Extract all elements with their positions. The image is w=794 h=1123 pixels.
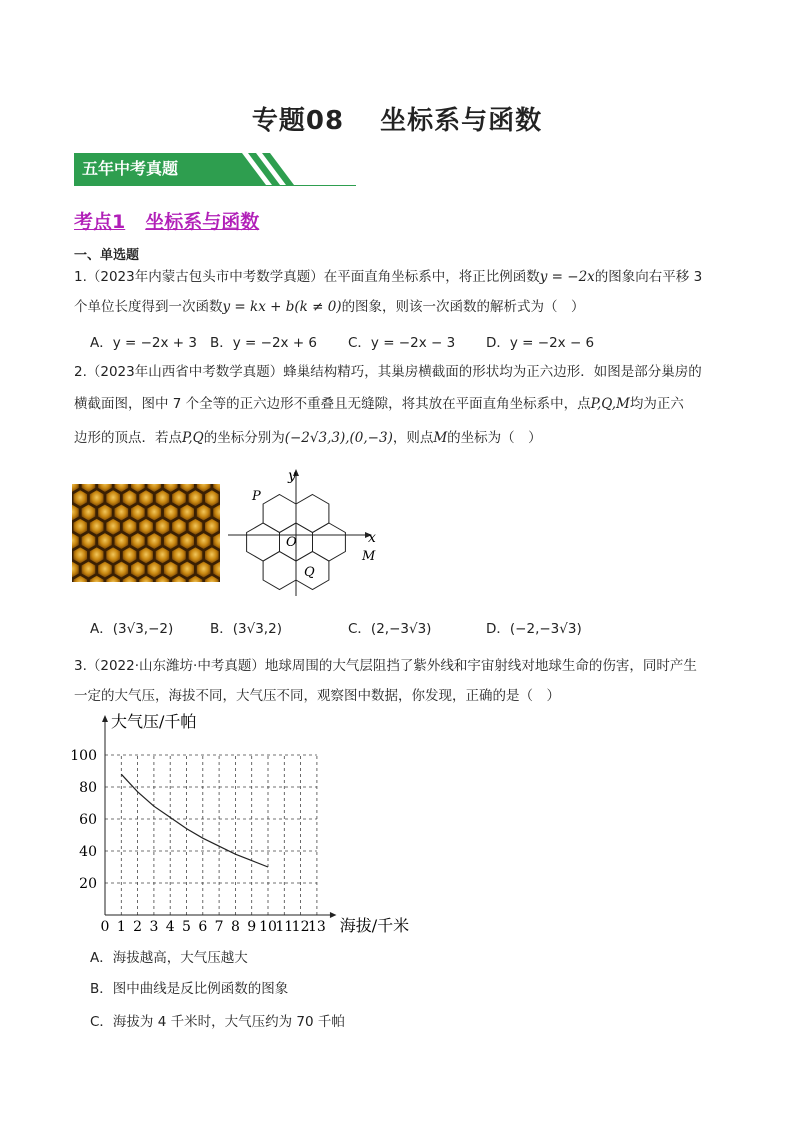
x-tick-label: 11 [275, 919, 294, 935]
q3-option-b[interactable]: B．图中曲线是反比例函数的图象 [90, 981, 289, 997]
x-tick-label: 7 [214, 919, 224, 935]
x-axis-title: 海拔/千米 [339, 916, 410, 935]
q1-math: y = −2x [539, 269, 595, 285]
x-tick-label: 4 [165, 919, 175, 935]
q1-text: 的图象，则该一次函数的解析式为（ ） [341, 299, 585, 315]
q3-line1: 3.（2022·山东潍坊·中考真题）地球周围的大气层阻挡了紫外线和宇宙射线对地球生命的伤害，同时产生 [74, 658, 697, 674]
honeycomb-photo [72, 484, 220, 582]
q1-option-c[interactable]: C．y = −2x − 3 [348, 335, 456, 351]
y-axis-arrow-icon [102, 715, 108, 722]
pressure-curve [121, 774, 268, 867]
q2-line1: 2.（2023年山西省中考数学真题）蜂巢结构精巧，其巢房横截面的形状均为正六边形．如图是部分巢房的 [74, 364, 702, 380]
x-tick-label: 2 [133, 919, 143, 935]
q2-option-a[interactable]: A．(3√3,−2) [90, 621, 174, 637]
y-tick-label: 80 [79, 780, 97, 796]
y-tick-label: 20 [79, 876, 97, 892]
topic-title: 坐标系与函数 [145, 211, 260, 233]
y-axis-title: 大气压/千帕 [111, 712, 197, 731]
x-tick-label: 12 [291, 919, 310, 935]
hexagon-cell [296, 495, 329, 533]
q1-option-b[interactable]: B．y = −2x + 6 [210, 335, 318, 351]
q2-line3 [74, 428, 542, 448]
q1-text: 的图象向右平移 3 [594, 269, 703, 285]
point-p-label: P [252, 489, 261, 504]
q2-text: 的坐标为（ ） [447, 430, 542, 446]
origin-label: O [286, 535, 297, 550]
x-label: x [368, 530, 376, 546]
x-tick-label: 10 [259, 919, 277, 935]
banner-underline [74, 185, 356, 186]
q1-math: y = kx + b(k ≠ 0) [222, 299, 342, 315]
q1-text: 1.（2023年内蒙古包头市中考数学真题）在平面直角坐标系中，将正比例函数 [74, 269, 540, 285]
y-tick-label: 40 [79, 844, 97, 860]
title-prefix: 专题08 [251, 106, 345, 136]
point-m-label: M [362, 549, 376, 564]
title-main: 坐标系与函数 [380, 106, 543, 136]
q2-line2 [74, 394, 684, 414]
q2-text: 的坐标分别为 [203, 430, 285, 446]
q3-line2: 一定的大气压，海拔不同，大气压不同，观察图中数据，你发现，正确的是（ ） [74, 688, 560, 704]
q2-text: 均为正六 [629, 396, 684, 412]
pressure-chart [60, 705, 420, 937]
q2-math: P,Q [182, 430, 204, 446]
q2-text: 横截面图，图中 7 个全等的正六边形不重叠且无缝隙，将其放在平面直角坐标系中，点 [74, 396, 591, 412]
hexagon-cell [263, 552, 296, 590]
q1-line1 [74, 267, 702, 287]
q3-option-c[interactable]: C．海拔为 4 千米时，大气压约为 70 千帕 [90, 1014, 345, 1030]
q3-option-a[interactable]: A．海拔越高，大气压越大 [90, 950, 248, 966]
q2-option-c[interactable]: C．(2,−3√3) [348, 621, 432, 637]
q2-option-d[interactable]: D．(−2,−3√3) [486, 621, 582, 637]
hexagon-cell [247, 523, 280, 561]
hexagon-figure [228, 466, 383, 598]
x-tick-label: 6 [198, 919, 208, 935]
q1-option-d[interactable]: D．y = −2x − 6 [486, 335, 595, 351]
hexagon-cell [263, 495, 296, 533]
q2-math: P,Q,M [590, 396, 630, 412]
x-tick-label: 13 [307, 919, 326, 935]
y-tick-label: 60 [79, 812, 97, 828]
q2-math: M [433, 430, 448, 446]
section-title: 一、单选题 [74, 248, 140, 263]
q1-text: 个单位长度得到一次函数 [74, 299, 223, 315]
x-tick-label: 5 [182, 919, 191, 935]
hexagon-cell [313, 523, 346, 561]
x-tick-label: 0 [100, 919, 110, 935]
q1-option-a[interactable]: A．y = −2x + 3 [90, 335, 197, 351]
topic-heading [74, 207, 259, 234]
y-label: y [288, 468, 296, 484]
q2-math: (−2√3,3),(0,−3) [284, 430, 393, 446]
y-tick-label: 100 [70, 748, 97, 764]
q2-option-b[interactable]: B．(3√3,2) [210, 621, 282, 637]
banner-label: 五年中考真题 [74, 153, 232, 185]
page-title [0, 100, 794, 137]
x-tick-label: 9 [247, 919, 257, 935]
x-axis-arrow-icon [330, 912, 337, 918]
banner-stripes-icon [224, 153, 334, 186]
q2-text: 边形的顶点．若点 [74, 430, 182, 446]
q2-text: ，则点 [392, 430, 434, 446]
x-tick-label: 8 [230, 919, 240, 935]
point-q-label: Q [304, 565, 315, 580]
section-banner [74, 153, 356, 187]
x-tick-label: 3 [149, 919, 159, 935]
topic-number: 考点1 [74, 211, 126, 233]
x-tick-label: 1 [116, 919, 126, 935]
q1-line2 [74, 297, 585, 317]
